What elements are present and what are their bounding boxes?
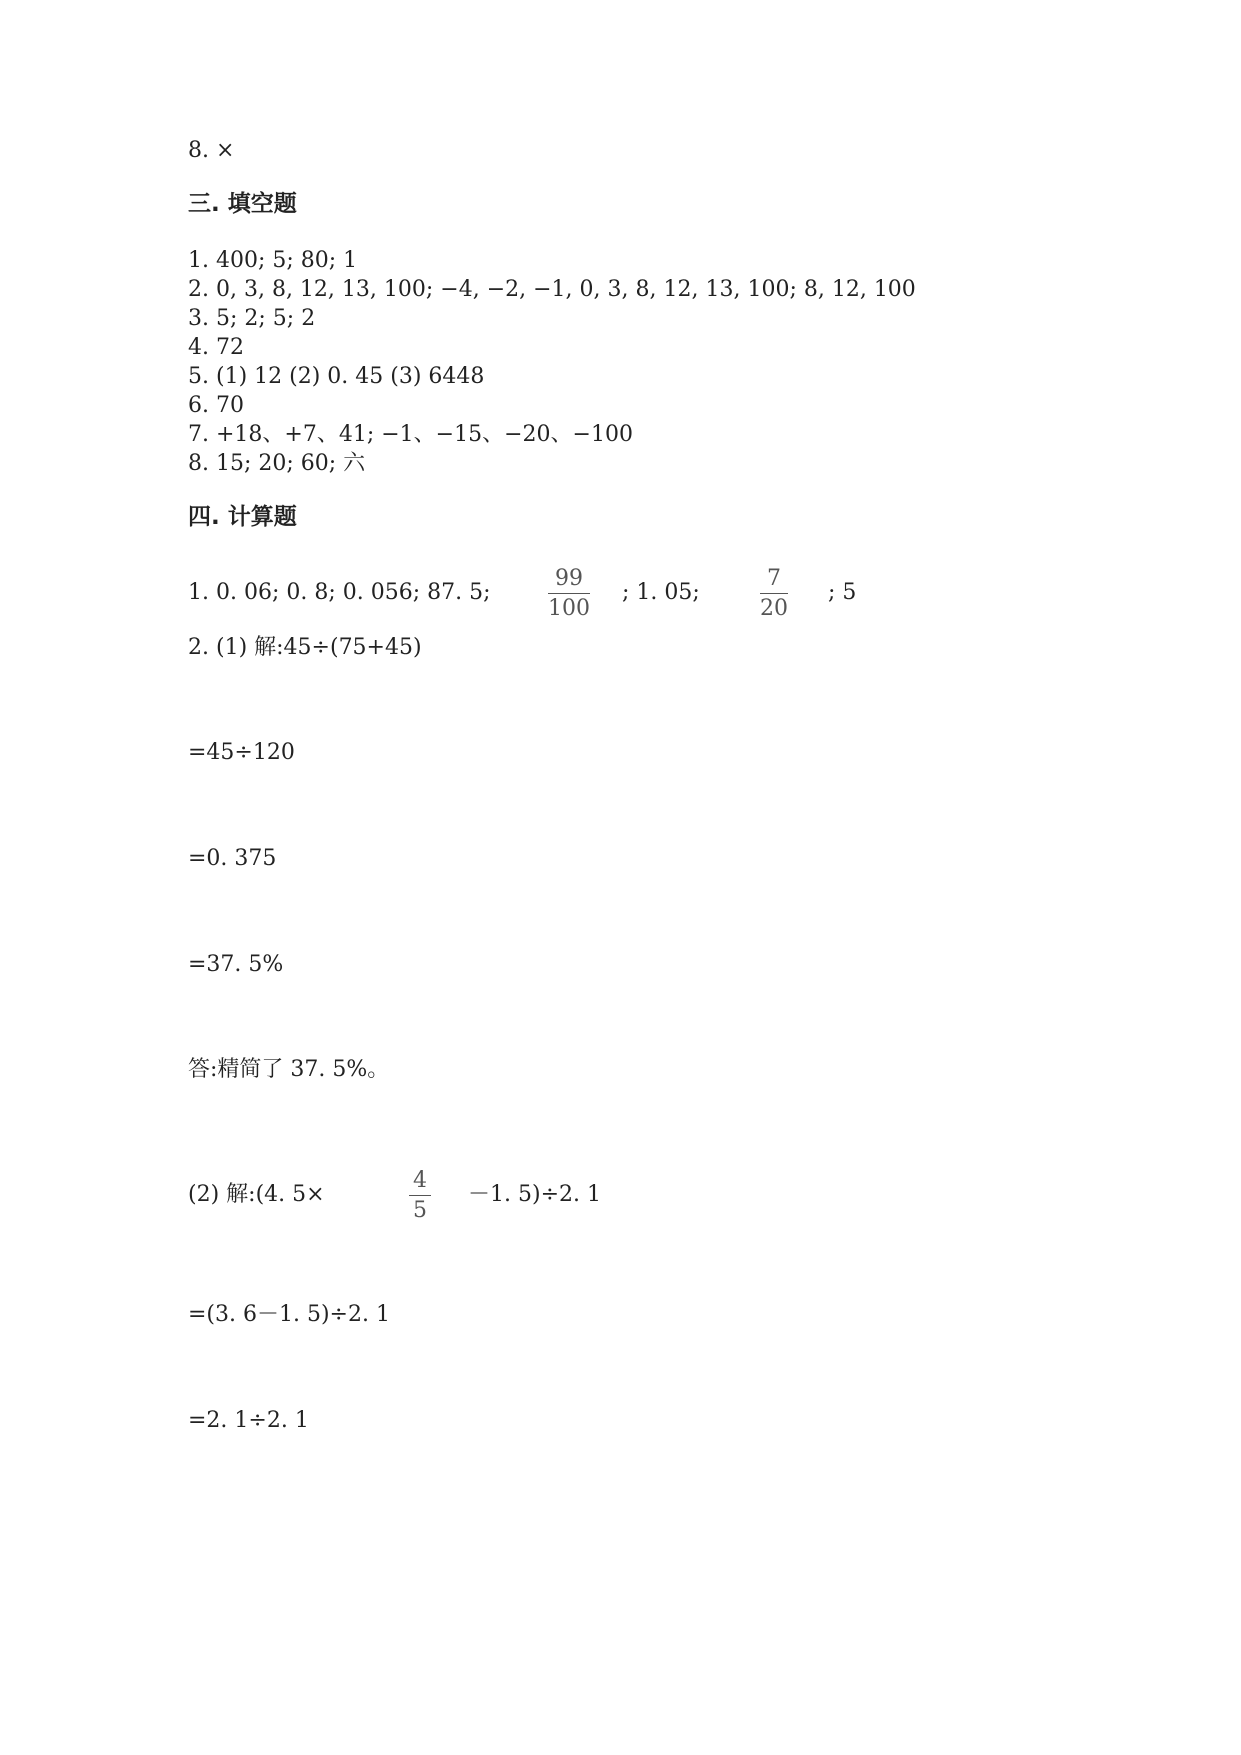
fill-answer-7: 7. +18、+7、41; −1、−15、−20、−100 <box>188 422 633 447</box>
fraction-4-5 <box>409 1170 431 1222</box>
fraction-numerator: 99 <box>555 566 583 591</box>
calc-answer-1-middle: ; 1. 05; <box>622 580 700 605</box>
calc-answer-2-2-prefix: (2) 解:(4. 5× <box>188 1182 325 1207</box>
fraction-99-100 <box>548 568 590 620</box>
fraction-numerator: 4 <box>413 1168 427 1193</box>
fraction-7-20 <box>760 568 788 620</box>
calc-answer-2-2-suffix: －1. 5)÷2. 1 <box>468 1182 601 1207</box>
calc-answer-2-1-expression: 2. (1) 解:45÷(75+45) <box>188 635 422 660</box>
fill-answer-4: 4. 72 <box>188 335 244 360</box>
fraction-denominator: 100 <box>548 596 590 621</box>
calc-step-3: =37. 5% <box>188 952 284 977</box>
calc-step-5: =2. 1÷2. 1 <box>188 1408 309 1433</box>
answer-line-8-judgement: 8. × <box>188 138 235 163</box>
fill-answer-3: 3. 5; 2; 5; 2 <box>188 306 316 331</box>
fraction-denominator: 20 <box>760 596 788 621</box>
calc-step-1: =45÷120 <box>188 740 295 765</box>
fill-answer-1: 1. 400; 5; 80; 1 <box>188 248 358 273</box>
fill-answer-6: 6. 70 <box>188 393 244 418</box>
calc-answer-1-prefix: 1. 0. 06; 0. 8; 0. 056; 87. 5; <box>188 580 491 605</box>
calc-step-4: =(3. 6－1. 5)÷2. 1 <box>188 1302 390 1327</box>
fill-answer-2: 2. 0, 3, 8, 12, 13, 100; −4, −2, −1, 0, 3, 8, 12, 13, 100; 8, 12, 100 <box>188 277 916 302</box>
fill-answer-5: 5. (1) 12 (2) 0. 45 (3) 6448 <box>188 364 485 389</box>
section-heading-calculation: 四. 计算题 <box>188 504 297 530</box>
fraction-denominator: 5 <box>413 1198 427 1223</box>
calc-answer-1-suffix: ; 5 <box>828 580 857 605</box>
calc-answer-statement: 答:精简了 37. 5%。 <box>188 1057 390 1082</box>
fill-answer-8: 8. 15; 20; 60; 六 <box>188 451 366 476</box>
fraction-numerator: 7 <box>767 566 781 591</box>
section-heading-fill-blank: 三. 填空题 <box>188 191 297 217</box>
calc-step-2: =0. 375 <box>188 846 277 871</box>
